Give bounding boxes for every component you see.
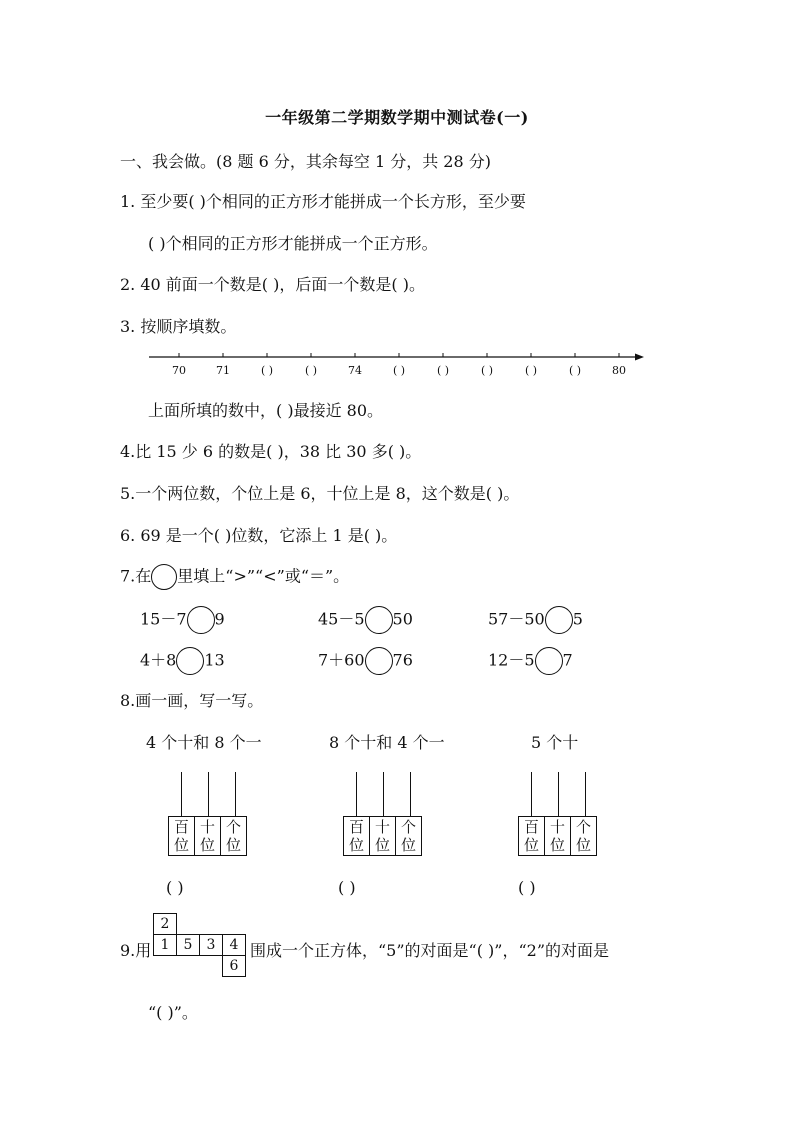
comparison-item: 15－7 9 bbox=[140, 606, 225, 634]
question-1-line-1: 1. 至少要( )个相同的正方形才能拼成一个长方形，至少要 bbox=[120, 192, 526, 211]
question-9-line-2: “( )”。 bbox=[148, 1003, 198, 1022]
abacus[interactable] bbox=[168, 816, 247, 856]
abacus-answer[interactable]: ( ) bbox=[338, 878, 356, 897]
place-hundreds: 百 位 bbox=[344, 817, 370, 856]
number-line-label[interactable]: ( ) bbox=[436, 364, 450, 377]
question-1-line-2: ( )个相同的正方形才能拼成一个正方形。 bbox=[148, 234, 438, 253]
question-8-heading: 8.画一画，写一写。 bbox=[120, 691, 264, 710]
question-3-heading: 3. 按顺序填数。 bbox=[120, 317, 237, 336]
question-7-pre: 7.在 bbox=[120, 566, 152, 586]
place-ones: 个 位 bbox=[396, 817, 422, 856]
answer-circle[interactable] bbox=[176, 647, 204, 675]
question-4: 4.比 15 少 6 的数是( )，38 比 30 多( )。 bbox=[120, 442, 422, 461]
question-7-post: 里填上“>”“<”或“＝”。 bbox=[177, 566, 350, 586]
comparison-item: 45－5 50 bbox=[318, 606, 413, 634]
cube-face: 2 bbox=[154, 914, 177, 935]
comparison-item: 4＋8 13 bbox=[140, 647, 225, 675]
number-line-label: 74 bbox=[348, 364, 362, 377]
comparison-item: 7＋60 76 bbox=[318, 647, 413, 675]
abacus-label: 5 个十 bbox=[531, 733, 579, 752]
number-line-label: 80 bbox=[612, 364, 626, 377]
abacus-answer[interactable]: ( ) bbox=[518, 878, 536, 897]
place-tens: 十 位 bbox=[195, 817, 221, 856]
abacus[interactable] bbox=[343, 816, 422, 856]
cube-face: 5 bbox=[177, 935, 200, 956]
abacus-label: 4 个十和 8 个一 bbox=[146, 733, 262, 752]
page-title: 一年级第二学期数学期中测试卷(一) bbox=[265, 108, 529, 127]
section-heading: 一、我会做。(8 题 6 分，其余每空 1 分，共 28 分) bbox=[120, 152, 491, 171]
question-7-heading bbox=[120, 564, 349, 590]
place-hundreds: 百 位 bbox=[169, 817, 195, 856]
place-ones: 个 位 bbox=[221, 817, 247, 856]
number-line-label[interactable]: ( ) bbox=[304, 364, 318, 377]
question-5: 5.一个两位数，个位上是 6，十位上是 8，这个数是( )。 bbox=[120, 484, 520, 503]
answer-circle[interactable] bbox=[187, 606, 215, 634]
number-line-label: 70 bbox=[172, 364, 186, 377]
place-hundreds: 百 位 bbox=[519, 817, 545, 856]
place-ones: 个 位 bbox=[571, 817, 597, 856]
abacus[interactable] bbox=[518, 816, 597, 856]
question-9-text: 围成一个正方体，“5”的对面是“( )”，“2”的对面是 bbox=[250, 941, 610, 960]
abacus-label: 8 个十和 4 个一 bbox=[329, 733, 445, 752]
number-line-label: 71 bbox=[216, 364, 230, 377]
answer-circle[interactable] bbox=[545, 606, 573, 634]
comparison-item: 12－5 7 bbox=[488, 647, 573, 675]
question-3-answer: 上面所填的数中，( )最接近 80。 bbox=[148, 401, 384, 420]
question-9-pre: 9.用 bbox=[120, 941, 152, 960]
question-2: 2. 40 前面一个数是( )，后面一个数是( )。 bbox=[120, 275, 425, 294]
cube-face: 4 bbox=[223, 935, 246, 956]
answer-circle[interactable] bbox=[365, 606, 393, 634]
place-tens: 十 位 bbox=[545, 817, 571, 856]
cube-net bbox=[153, 913, 246, 977]
question-6: 6. 69 是一个( )位数，它添上 1 是( )。 bbox=[120, 526, 398, 545]
cube-face: 6 bbox=[223, 956, 246, 977]
answer-circle[interactable] bbox=[535, 647, 563, 675]
abacus-answer[interactable]: ( ) bbox=[166, 878, 184, 897]
answer-circle[interactable] bbox=[365, 647, 393, 675]
number-line-label[interactable]: ( ) bbox=[480, 364, 494, 377]
comparison-item: 57－50 5 bbox=[488, 606, 583, 634]
number-line-label[interactable]: ( ) bbox=[260, 364, 274, 377]
place-tens: 十 位 bbox=[370, 817, 396, 856]
comparison-circle-icon bbox=[151, 564, 177, 590]
number-line-label[interactable]: ( ) bbox=[524, 364, 538, 377]
number-line-label[interactable]: ( ) bbox=[568, 364, 582, 377]
cube-face: 1 bbox=[154, 935, 177, 956]
number-line-label[interactable]: ( ) bbox=[392, 364, 406, 377]
cube-face: 3 bbox=[200, 935, 223, 956]
